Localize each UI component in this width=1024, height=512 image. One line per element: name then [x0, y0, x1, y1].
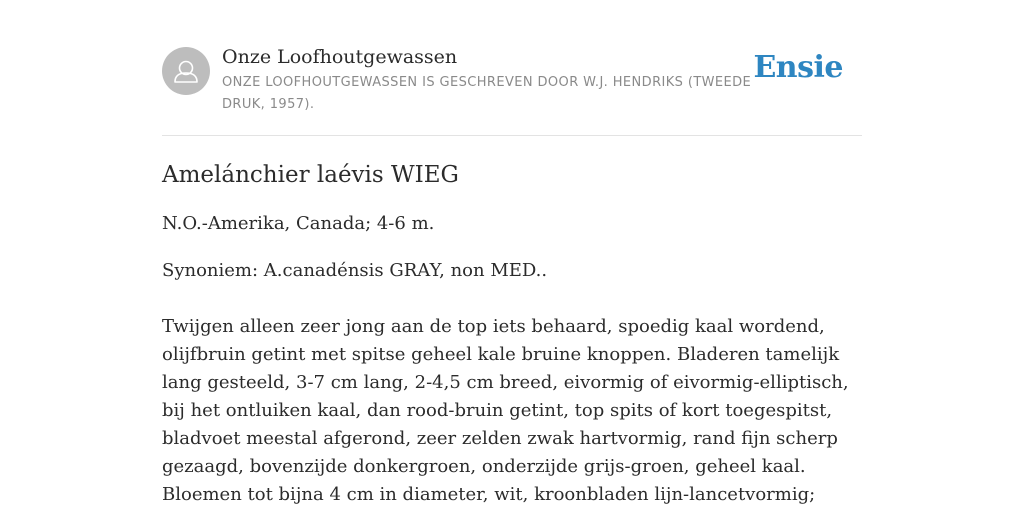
entry-synonym: Synoniem: A.canadénsis GRAY, non MED..	[162, 260, 548, 281]
entry-description: Twijgen alleen zeer jong aan de top iets behaard, spoedig kaal wordend, olijfbruin getint met spitse geheel kale bruine knoppen. Bladeren tamelijk lang gesteeld, 3-7 cm lang, 2-4,5 cm breed, eivormig of eivormig-elliptisch, bij het ontluiken kaal, dan rood-bruin getint, top spits of kort toegespitst, bladvoet meestal afgerond, zeer zelden zwak hartvormig, rand fijn scherp gezaagd, bovenzijde donkergroen, onderzijde grijs-groen, geheel kaal. Bloemen tot bijna 4 cm in diameter, wit, kroonbladen lijn-lancetvormig;	[162, 316, 849, 505]
source-header	[162, 44, 862, 136]
entry-content	[162, 158, 862, 512]
user-avatar-icon	[162, 47, 210, 95]
ensie-logo[interactable]: Ensie	[753, 50, 843, 85]
source-title[interactable]: Onze Loofhoutgewassen	[222, 46, 458, 68]
entry-title: Amelánchier laévis WIEG	[162, 162, 459, 188]
entry-origin: N.O.-Amerika, Canada; 4-6 m.	[162, 213, 435, 234]
source-description: ONZE LOOFHOUTGEWASSEN IS GESCHREVEN DOOR W.J. HENDRIKS (TWEEDE DRUK, 1957).	[222, 75, 752, 112]
